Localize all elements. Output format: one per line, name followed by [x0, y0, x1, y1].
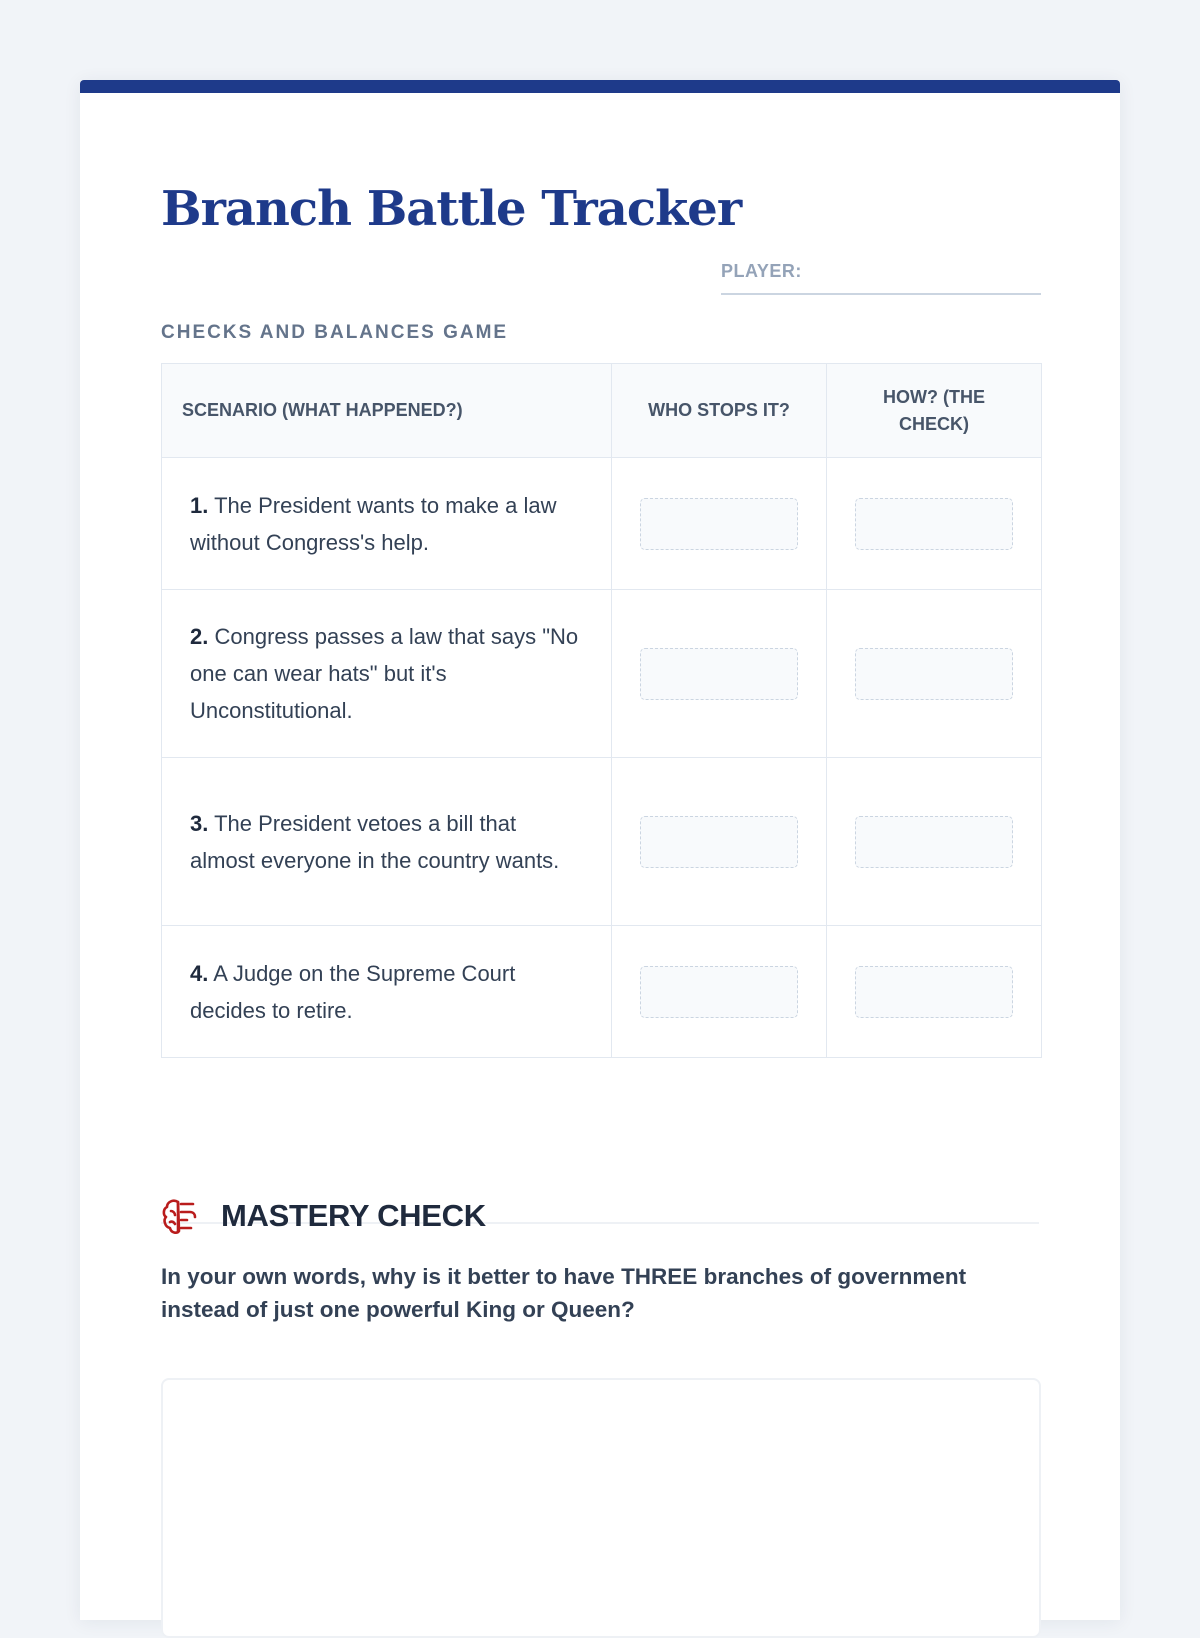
table-row: [162, 590, 1042, 758]
who-cell: [612, 758, 827, 926]
who-cell: [612, 458, 827, 590]
scenario-cell: [162, 458, 612, 590]
page-title: Branch Battle Tracker: [161, 181, 742, 237]
how-cell: [827, 458, 1042, 590]
column-header-how: HOW? (THE CHECK): [827, 364, 1042, 458]
brain-icon: [161, 1196, 199, 1236]
scenario-cell: [162, 590, 612, 758]
who-cell: [612, 926, 827, 1058]
table-row: [162, 458, 1042, 590]
scenario-text: Congress passes a law that says "No one can wear hats" but it's Unconstitutional.: [190, 624, 579, 723]
how-answer-box[interactable]: [855, 816, 1013, 868]
table-header-row: [162, 364, 1042, 458]
worksheet-header: [161, 173, 1039, 343]
scenario-text: A Judge on the Supreme Court decides to retire.: [190, 960, 516, 1023]
branch-tracker-table: [161, 363, 1042, 1058]
how-cell: [827, 758, 1042, 926]
scenario-text: The President vetoes a bill that almost everyone in the country wants.: [190, 810, 560, 873]
scenario-cell: [162, 758, 612, 926]
page-subtitle: CHECKS AND BALANCES GAME: [161, 322, 509, 343]
table-row: [162, 926, 1042, 1058]
scenario-number: 3.: [190, 810, 209, 836]
column-header-scenario: SCENARIO (WHAT HAPPENED?): [162, 364, 612, 458]
player-name-field[interactable]: [721, 261, 1041, 295]
scenario-text: The President wants to make a law without Congress's help.: [190, 492, 557, 555]
mastery-answer-area[interactable]: [161, 1378, 1041, 1638]
how-cell: [827, 590, 1042, 758]
who-answer-box[interactable]: [640, 816, 798, 868]
who-answer-box[interactable]: [640, 966, 798, 1018]
table-row: [162, 758, 1042, 926]
column-header-who: WHO STOPS IT?: [612, 364, 827, 458]
how-cell: [827, 926, 1042, 1058]
mastery-question: In your own words, why is it better to have THREE branches of government instead of just one powerful King or Queen?: [161, 1264, 967, 1322]
who-cell: [612, 590, 827, 758]
how-answer-box[interactable]: [855, 648, 1013, 700]
scenario-cell: [162, 926, 612, 1058]
scenario-number: 1.: [190, 492, 209, 518]
mastery-title: MASTERY CHECK: [221, 1198, 486, 1233]
worksheet-card: [80, 80, 1120, 1620]
who-answer-box[interactable]: [640, 498, 798, 550]
scenario-number: 4.: [190, 960, 209, 986]
how-answer-box[interactable]: [855, 498, 1013, 550]
how-answer-box[interactable]: [855, 966, 1013, 1018]
who-answer-box[interactable]: [640, 648, 798, 700]
player-label: PLAYER:: [721, 261, 802, 281]
scenario-number: 2.: [190, 624, 209, 649]
